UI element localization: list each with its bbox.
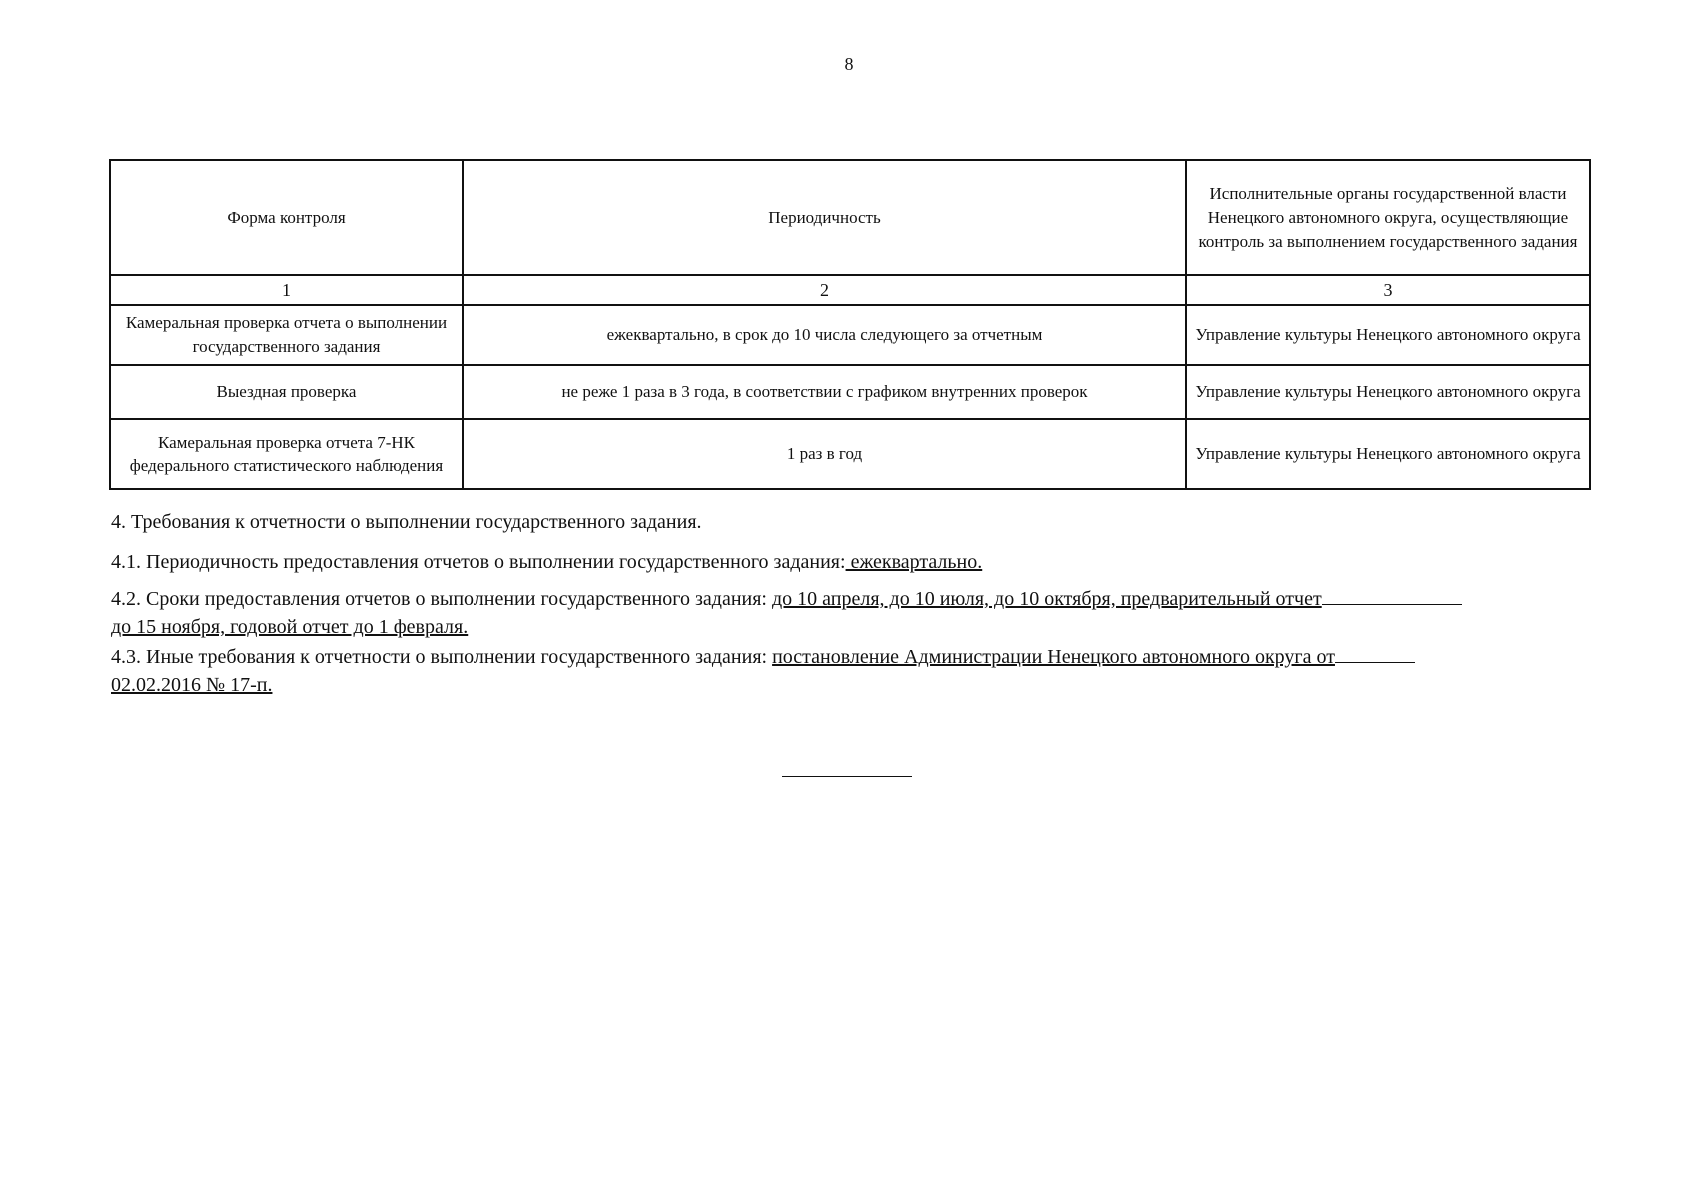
- table-cell: Управление культуры Ненецкого автономного округа: [1186, 365, 1590, 419]
- underline-fill: [1335, 642, 1415, 663]
- table-cell: 1 раз в год: [463, 419, 1186, 489]
- column-number-row: [110, 275, 1590, 305]
- table-cell: Камеральная проверка отчета о выполнении государственного задания: [110, 305, 463, 365]
- section-4-3-value-line2: 02.02.2016 № 17-п.: [111, 674, 273, 696]
- section-4-2-value-line1: до 10 апреля, до 10 июля, до 10 октября, предварительный отчет: [772, 588, 1322, 610]
- control-table: [109, 159, 1591, 490]
- section-4-1-label: 4.1. Периодичность предоставления отчетов о выполнении государственного задания:: [111, 551, 846, 573]
- closing-rule: [782, 776, 912, 777]
- header-executive-bodies: Исполнительные органы государственной власти Ненецкого автономного округа, осуществляющие контроль за выполнением государственного задания: [1186, 160, 1590, 275]
- section-4-1-value: ежеквартально.: [845, 551, 983, 573]
- table-row: [110, 365, 1590, 419]
- section-4-heading: 4. Требования к отчетности о выполнении государственного задания.: [111, 511, 702, 533]
- column-number: 1: [110, 275, 463, 305]
- table-cell: Управление культуры Ненецкого автономного округа: [1186, 305, 1590, 365]
- section-4-3-value-line1: постановление Администрации Ненецкого автономного округа от: [772, 646, 1335, 668]
- column-number: 3: [1186, 275, 1590, 305]
- table-cell: не реже 1 раза в 3 года, в соответствии с графиком внутренних проверок: [463, 365, 1186, 419]
- section-4-3-label: 4.3. Иные требования к отчетности о выполнении государственного задания:: [111, 646, 773, 668]
- table-header-row: [110, 160, 1590, 275]
- page-number: 8: [844, 54, 854, 74]
- header-periodicity: Периодичность: [463, 160, 1186, 275]
- table-cell: Камеральная проверка отчета 7-НК федерального статистического наблюдения: [110, 419, 463, 489]
- header-control-form: Форма контроля: [110, 160, 463, 275]
- section-4-2: [111, 584, 1589, 641]
- table-row: [110, 419, 1590, 489]
- section-4-2-label: 4.2. Сроки предоставления отчетов о выполнении государственного задания:: [111, 588, 772, 610]
- column-number: 2: [463, 275, 1186, 305]
- table-cell: Управление культуры Ненецкого автономного округа: [1186, 419, 1590, 489]
- section-4-2-value-line2: до 15 ноября, годовой отчет до 1 февраля.: [111, 616, 469, 638]
- section-4-3: [111, 642, 1589, 699]
- table-row: [110, 305, 1590, 365]
- table-cell: Выездная проверка: [110, 365, 463, 419]
- underline-fill: [1322, 584, 1462, 605]
- table-cell: ежеквартально, в срок до 10 числа следующего за отчетным: [463, 305, 1186, 365]
- section-4-1: [111, 548, 982, 576]
